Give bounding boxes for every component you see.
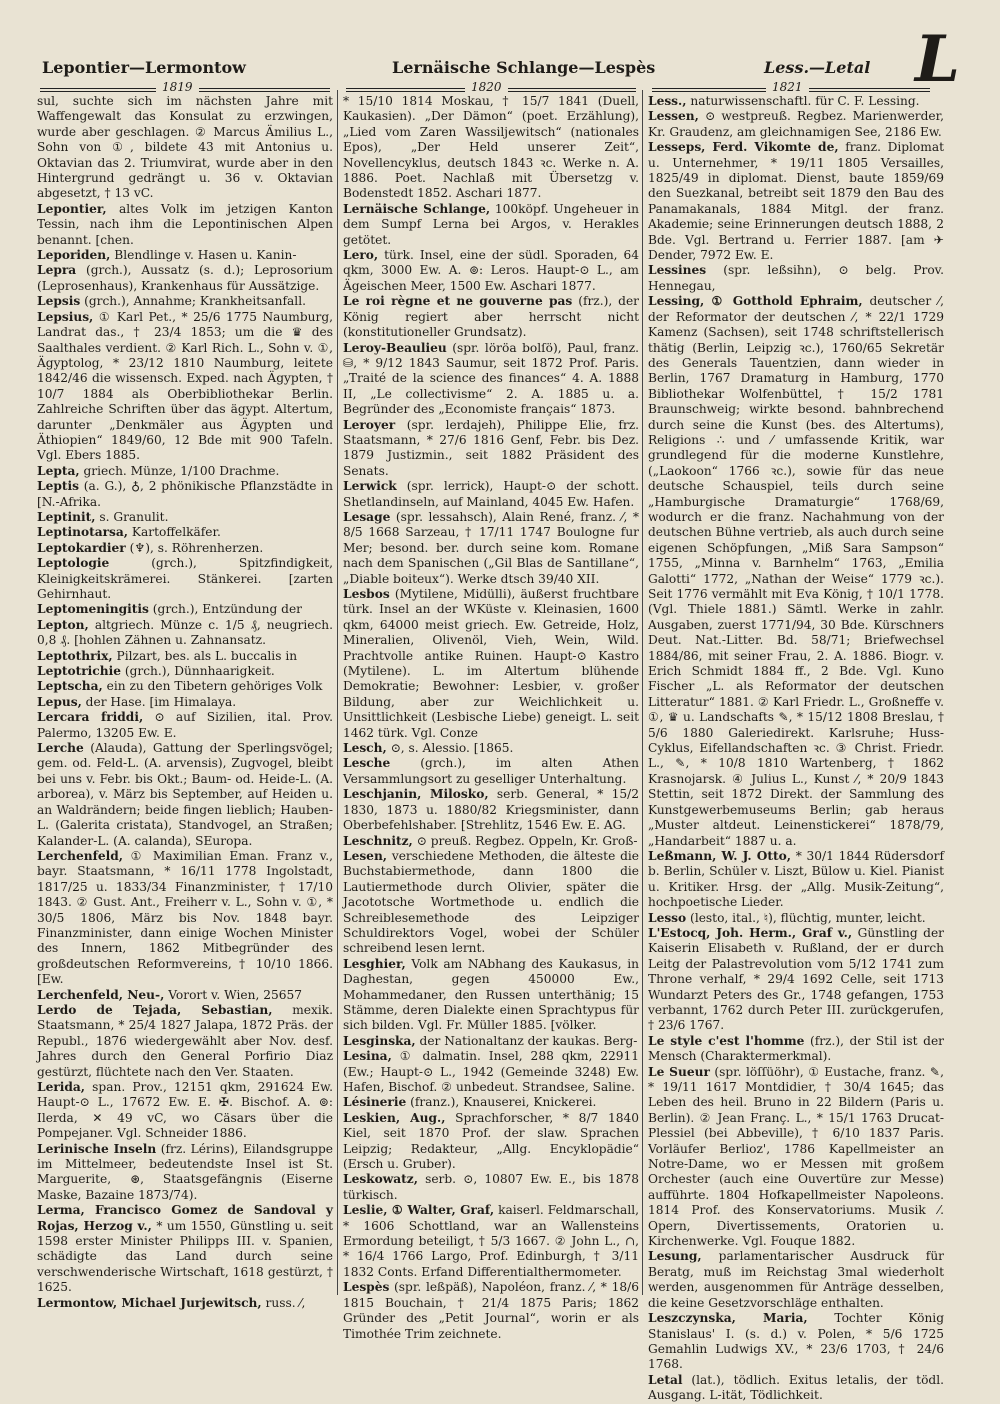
entry-text: parlamentarischer Ausdruck für Beratg, muß im Reichstag 3mal wiederholt werden, ausgenommen für Anträge desselben, die keine Gesetzvorschläge enthalten. <box>648 1249 944 1310</box>
dictionary-entry <box>37 710 333 741</box>
entry-headword: Leslie, ① Walter, Graf, <box>343 1203 495 1218</box>
dictionary-entry <box>37 664 333 679</box>
entry-headword: Lesen, <box>343 848 388 863</box>
entry-headword: Leptomeningitis <box>37 602 149 617</box>
entry-text: mexik. Staatsmann, * 25/4 1827 Jalapa, 1872 Präs. der Republ., 1876 wiedergewählt aber Nov. desf. Jahres durch den General Porfirio Diaz gestürzt, flüchtete nach den Ver. Staaten. <box>37 1002 333 1079</box>
entry-headword: Le Sueur <box>648 1064 710 1079</box>
dictionary-entry <box>37 695 333 710</box>
dictionary-entry <box>343 94 639 202</box>
entry-text: (lesto, ital., ♮), flüchtig, munter, leicht. <box>686 910 926 925</box>
entry-headword: Lepra <box>37 263 77 278</box>
entry-headword: Lesbos <box>343 587 390 601</box>
entry-text: Kartoffelkäfer. <box>128 525 221 540</box>
entry-headword: Lespès <box>343 1280 390 1295</box>
entry-headword: Lesina, <box>343 1049 392 1064</box>
entry-text: (franz.), Knauserei, Knickerei. <box>406 1095 597 1110</box>
dictionary-entry <box>37 202 333 248</box>
entry-text: (grch.), Spitzfindigkeit, Kleinigkeitskrämerei. Stänkerei. [zarten Gehirnhaut. <box>37 556 333 601</box>
dictionary-entry <box>37 479 333 510</box>
dictionary-entry <box>37 556 333 602</box>
entry-headword: Leptotrichie <box>37 664 121 679</box>
entry-headword: Lerwick <box>343 479 397 494</box>
entry-text: deutscher ⁄, der Reformator der deutschen ⁄, * 22/1 1729 Kamenz (Sachsen), seit 1748 schriftstellerisch thätig (Berlin, Leipzig ꝛc.), 1760/65 Sekretär des Generals Tauentzien, dann wieder in Berlin, 1767 Dramaturg in Hamburg, 1770 Bibliothekar Wolfenbüttel, † 15/2 1781 Braunschweig; wirkte besond. bahnbrechend durch seine die Kunst (bes. des Altertums), Religions ∴ und ⁄ umfassende Kritik, war grundlegend für die moderne Kunstlehre, („Laokoon“ 1766 ꝛc.), sowie für das neue deutsche Schauspiel, teils durch seine „Hamburgische Dramaturgie“ 1768/69, wodurch er die franz. Nachahmung von der deutschen Bühne vertrieb, als auch durch seine eigenen Schöpfungen, „Miß Sara Sampson“ 1755, „Minna v. Barnhelm“ 1763, „Emilia Galotti“ 1772, „Nathan der Weise“ 1779 ꝛc.). Seit 1776 vermählt mit Eva König, † 10/1 1778. (Vgl. Thiele 1881.) Sämtl. Werke in zahlr. Ausgaben, zuerst 1771/94, 30 Bde. Kürschners Deut. Nat.-Litter. Bd. 58/71; Briefwechsel 1884/86, mit seiner Frau, 2. A. 1886. Biogr. v. Erich Schmidt 1884 ff., 2 Bde. Vgl. Kuno Fischer „L. als Reformator der deutschen Litteratur“ 1881. ② Karl Friedr. L., Großneffe v. ①, ♛ u. Landschafts ✎, * 15/12 1808 Breslau, † 5/6 1880 Galeriedirekt. Karlsruhe; Huss-Cyklus, Eifellandschaften ꝛc. ③ Christ. Friedr. L., ✎, * 10/8 1810 Wartenberg, † 1862 Krasnojarsk. ④ Julius L., Kunst ⁄, * 20/9 1843 Stettin, seit 1872 Direkt. der Sammlung des Kunstgewerbemuseums Berlin; gab heraus „Muster altdeut. Leinenstickerei“ 1878/79, „Handarbeit“ 1887 u. a. <box>648 294 944 848</box>
entry-headword: Lerchenfeld, Neu-, <box>37 987 165 1002</box>
entry-headword: Leptothrix, <box>37 648 113 663</box>
dictionary-entry <box>343 1280 639 1342</box>
entry-text: (frz. Lérins), Eilandsgruppe im Mittelmeer, bedeutendste Insel ist St. Marguerite, ⊛, Staatsgefängnis (Eiserne Maske, Bazaine 1873/74). <box>37 1141 333 1202</box>
entry-headword: Leschjanin, Milosko, <box>343 787 489 802</box>
entry-headword: Lessen, <box>648 109 699 124</box>
entry-text: (spr. löröa bolſö), Paul, franz. ⛁, * 9/12 1843 Saumur, seit 1872 Prof. Paris. „Traité de la science des finances“ 4. A. 1888 II, „Le collectivisme“ 2. A. 1885 u. a. Begründer des „Economiste français“ 1873. <box>343 340 639 417</box>
dictionary-entry <box>648 1065 944 1250</box>
entry-headword: Lepta, <box>37 463 80 478</box>
entry-text: altgriech. Münze c. 1/5 ₰, neugriech. 0,8 ₰. [hohlen Zähnen u. Zahnansatz. <box>37 617 333 648</box>
dictionary-entry <box>343 294 639 340</box>
entry-text: russ. ⁄, <box>261 1295 306 1310</box>
entry-headword: Leptscha, <box>37 679 103 694</box>
dictionary-entry <box>648 1249 944 1311</box>
entry-text: ① Karl Pet., * 25/6 1775 Naumburg, Landrat das., † 23/4 1853; um die ♛ des Saalthales verdient. ② Karl Rich. L., Sohn v. ①, Ägyptolog, * 23/12 1810 Naumburg, leitete 1842/46 die wissensch. Exped. nach Ägypten, † 10/7 1884 als Oberbibliothekar Berlin. Zahlreiche Schriften über das ägypt. Altertum, darunter „Denkmäler aus Ägypten und Äthiopien“ 1849/60, 12 Bde mit 900 Tafeln. Vgl. Ebers 1885. <box>37 309 333 463</box>
dictionary-entry <box>343 341 639 418</box>
dictionary-entry <box>648 109 944 140</box>
entry-headword: Leptinotarsa, <box>37 525 129 540</box>
entry-headword: Leszczynska, Maria, <box>648 1311 808 1326</box>
entry-text: Günstling der Kaiserin Elisabeth v. Rußland, der er durch Leitg der Palastrevolution vom 5/12 1741 zum Throne verhalf, * 29/4 1692 Celle, seit 1713 Wundarzt Peters des Gr., 1748 gefangen, 1753 verbannt, 1762 durch Peter III. zurückgerufen, † 23/6 1767. <box>648 925 945 1033</box>
dictionary-entry <box>37 1296 333 1311</box>
entry-headword: Lernäische Schlange, <box>343 201 491 216</box>
dictionary-entry <box>343 202 639 248</box>
entry-headword: Lesung, <box>648 1249 702 1264</box>
entry-text: (grch.), Annahme; Krankheitsanfall. <box>80 294 306 309</box>
entry-text: (spr. lerdajeh), Philippe Elie, frz. Staatsmann, * 27/6 1816 Genf, Febr. bis Dez. 1879 Justizmin., seit 1882 Präsident des Senats. <box>343 417 639 478</box>
entry-text: ⊙, s. Alessio. [1865. <box>386 741 514 756</box>
dictionary-entry <box>37 602 333 617</box>
entry-text: Sprachforscher, * 8/7 1840 Kiel, seit 1870 Prof. der slaw. Sprachen Leipzig; Redakteur, „Allg. Encyklopädie“ (Ersch u. Gruber). <box>343 1110 639 1172</box>
entry-text: (Mytilene, Midülli), äußerst fruchtbare türk. Insel an der WKüste v. Kleinasien, 1600 qkm, 64000 meist griech. Ew. Getreide, Holz, Mineralien, Olivenöl, Vieh, Wein, Wild. Prachtvolle antike Ruinen. Haupt-⊙ Kastro (Mytilene). L. im Altertum blühende Demokratie; Bewohner: Lesbier, v. großer Bildung, aber zur Weichlichkeit u. Unsittlichkeit (Lesbische Liebe) geneigt. L. seit 1462 türk. Vgl. Conze <box>343 587 639 740</box>
dictionary-entry <box>37 310 333 464</box>
dictionary-entry <box>648 263 944 294</box>
dictionary-entry <box>343 741 639 756</box>
entry-text: ein zu den Tibetern gehöriges Volk <box>102 679 323 694</box>
dictionary-entry <box>37 94 333 202</box>
entry-headword: L'Estocq, Joh. Herm., Graf v., <box>648 925 853 940</box>
entry-headword: Leskowatz, <box>343 1172 418 1187</box>
right-running-head: Less.—Letal <box>764 58 871 77</box>
dictionary-entry <box>343 510 639 587</box>
entry-headword: Leskien, Aug., <box>343 1110 446 1125</box>
entry-text: ⊙ auf Sizilien, ital. Prov. Palermo, 13205 Ew. E. <box>37 710 334 740</box>
entry-text: Vorort v. Wien, 25657 <box>164 987 302 1002</box>
dictionary-entry <box>648 294 944 849</box>
entry-headword: Lesginska, <box>343 1033 416 1048</box>
text-column-2 <box>343 94 639 1341</box>
entry-headword: Leptologie <box>37 556 110 571</box>
entry-headword: Leporiden, <box>37 248 111 263</box>
entry-text: der Nationaltanz der kaukas. Berg- <box>415 1033 638 1048</box>
text-column-3 <box>648 94 945 1403</box>
entry-text: (grch.), Aussatz (s. d.); Leprosorium (Leprosenhaus), Krankenhaus für Aussätzige. <box>37 263 333 293</box>
dictionary-entry <box>37 541 333 556</box>
entry-headword: Leptis <box>37 479 79 494</box>
entry-text: (grch.), Dünnhaarigkeit. <box>120 664 275 679</box>
entry-text: * 30/1 1844 Rüdersdorf b. Berlin, Schüler v. Liszt, Bülow u. Kiel. Pianist u. Kritiker. Hrsg. der „Allg. Musik-Zeitung“, hochpoetische Lieder. <box>648 848 944 910</box>
entry-text: (frz.), der König regiert aber herrscht nicht (konstitutioneller Grundsatz). <box>343 294 639 340</box>
entry-headword: Lepus, <box>37 694 82 709</box>
dictionary-entry <box>37 679 333 694</box>
entry-headword: Lesage <box>343 509 391 524</box>
entry-text: ① dalmatin. Insel, 288 qkm, 22911 (Ew.; Haupt-⊙ L., 1942 (Gemeinde 3248) Ew. Hafen, Bischof. ② unbedeut. Strandsee, Saline. <box>343 1049 639 1094</box>
dictionary-entry <box>343 1172 639 1203</box>
entry-headword: Lepontier, <box>37 201 107 216</box>
entry-headword: Letal <box>648 1372 683 1387</box>
dictionary-entry <box>343 756 639 787</box>
entry-text: Volk am NAbhang des Kaukasus, in Daghestan, gegen 450000 Ew., Mohammedaner, den Russen unterthänig; 15 Stämme, deren Dialekte einen Sprachtypus für sich bilden. Vgl. Fr. Müller 1885. [völker. <box>343 956 639 1033</box>
dictionary-entry <box>37 1003 333 1080</box>
dictionary-entry <box>343 479 639 510</box>
entry-text: * 15/10 1814 Moskau, † 15/7 1841 (Duell, Kaukasien). „Der Dämon“ (poet. Erzählung), „Lied vom Zaren Wassiljewitsch“ (nationales Epos), „Der Held unserer Zeit“, Novellencyklus, deutsch 1843 ꝛc. Werke n. A. 1886. Poet. Nachlaß mit Übersetzg v. Bodenstedt 1852. Aschari 1877. <box>343 94 639 201</box>
entry-headword: Leptokardier <box>37 540 126 555</box>
entry-text: Pilzart, bes. als L. buccalis in <box>112 648 298 663</box>
entry-text: (frz.), der Stil ist der Mensch (Charaktermerkmal). <box>648 1033 944 1064</box>
entry-text: (grch.), Entzündung der <box>148 602 302 617</box>
entry-headword: Le style c'est l'homme <box>648 1033 805 1048</box>
dictionary-entry <box>37 988 333 1003</box>
entry-headword: Lessing, ① Gotthold Ephraim, <box>648 294 863 309</box>
dictionary-entry <box>37 464 333 479</box>
entry-headword: Lero, <box>343 248 379 263</box>
entry-headword: Leroyer <box>343 417 396 432</box>
dictionary-entry <box>648 911 944 926</box>
entry-text: altes Volk im jetzigen Kanton Tessin, nach ihm die Lepontinischen Alpen benannt. [chen. <box>37 201 333 247</box>
entry-text: (lat.), tödlich. Exitus letalis, der tödl. Ausgang. L-ität, Tödlichkeit. <box>648 1372 944 1403</box>
entry-text: * um 1550, Günstling u. seit 1598 erster Minister Philipps III. v. Spanien, schädigte das Land durch seine verschwenderische Wirtschaft, 1618 gestürzt, † 1625. <box>37 1218 333 1295</box>
entry-text: 100köpf. Ungeheuer in dem Sumpf Lerna bei Argos, v. Herakles getötet. <box>343 201 639 247</box>
entry-headword: Lesch, <box>343 741 387 756</box>
center-running-head: Lernäische Schlange—Lespès <box>392 58 656 77</box>
dictionary-entry <box>343 849 639 957</box>
dictionary-entry <box>648 1034 944 1065</box>
entry-text: serb. General, * 15/2 1830, 1873 u. 1880/82 Kriegsminister, dann Oberbefehlshaber. [Strehlitz, 1546 Ew. E. AG. <box>343 787 639 833</box>
entry-headword: Less., <box>648 94 687 108</box>
text-column-1 <box>37 94 334 1310</box>
entry-headword: Lesso <box>648 910 687 925</box>
left-running-head: Lepontier—Lermontow <box>42 58 246 77</box>
column-number-1: 1819 <box>156 80 199 94</box>
section-letter: L <box>915 22 960 97</box>
entry-text: franz. Diplomat u. Unternehmer, * 19/11 1805 Versailles, 1825/49 in diplomat. Dienst, baute 1859/69 den Suezkanal, betreibt seit 1879 den Bau des Panamakanals, 1884 Mitgl. der franz. Akademie; seine Erinnerungen deutsch 1888, 2 Bde. Vgl. Bertrand u. Ferrier 1887. [am ✈ Dender, 7972 Ew. E. <box>648 140 944 263</box>
dictionary-entry <box>37 294 333 309</box>
entry-headword: Lepsius, <box>37 309 94 324</box>
dictionary-entry <box>37 263 333 294</box>
entry-headword: Leßmann, W. J. Otto, <box>648 848 791 863</box>
dictionary-entry <box>648 926 944 1034</box>
entry-text: (♆), s. Röhrenherzen. <box>125 540 264 555</box>
entry-headword: Lesghier, <box>343 956 406 971</box>
column-divider <box>337 90 338 1295</box>
dictionary-entry <box>37 248 333 263</box>
dictionary-entry <box>343 834 639 849</box>
entry-text: der Hase. [im Himalaya. <box>81 694 237 709</box>
dictionary-entry <box>37 510 333 525</box>
entry-headword: Leptinit, <box>37 509 96 524</box>
entry-headword: Lepsis <box>37 294 81 309</box>
dictionary-entry <box>343 1111 639 1173</box>
dictionary-entry <box>343 587 639 741</box>
dictionary-entry <box>37 849 333 988</box>
entry-headword: Leschnitz, <box>343 833 413 848</box>
dictionary-entry <box>37 1203 333 1295</box>
dictionary-entry <box>37 1080 333 1142</box>
dictionary-entry <box>343 787 639 833</box>
entry-headword: Lerdo de Tejada, Sebastian, <box>37 1002 273 1017</box>
entry-text: (spr. lessahsch), Alain René, franz. ⁄, * 8/5 1668 Sarzeau, † 17/11 1747 Boulogne fur Mer; besond. ber. durch seine kom. Romane nach dem Spanischen („Gil Blas de Santillane“, „Diable boiteux“). Werke dtsch 39/40 XII. <box>343 509 639 586</box>
entry-headword: Lepton, <box>37 617 89 632</box>
entry-text: serb. ⊙, 10807 Ew. E., bis 1878 türkisch. <box>343 1172 639 1202</box>
entry-text: (spr. leßsihn), ⊙ belg. Prov. Hennegau, <box>648 263 944 293</box>
entry-text: (spr. lerrick), Haupt-⊙ der schott. Shetlandinseln, auf Mainland, 4045 Ew. Hafen. <box>343 479 639 509</box>
dictionary-entry <box>37 741 333 849</box>
entry-text: Tochter König Stanislaus' I. (s. d.) v. Polen, * 5/6 1725 Gemahlin Ludwigs XV., * 23/6 1703, † 24/6 1768. <box>648 1311 944 1372</box>
dictionary-entry <box>343 248 639 294</box>
dictionary-entry <box>343 418 639 480</box>
entry-headword: Le roi règne et ne gouverne pas <box>343 294 573 309</box>
entry-text: verschiedene Methoden, die älteste die Buchstabiermethode, dann 1800 die Lautiermethode durch Olivier, später die Jacototsche Wortmethode u. endlich die Schreiblesemethode des Leipziger Schuldirektors Vogel, wobei der Schüler schreibend lesen lernt. <box>343 848 639 956</box>
entry-text: (spr. leßpäß), Napoléon, franz. ⁄, * 18/6 1815 Bouchain, † 21/4 1875 Paris; 1862 Gründer des „Petit Journal“, worin er als Timothée Trim zeichnete. <box>343 1280 639 1341</box>
dictionary-entry <box>343 1049 639 1095</box>
entry-headword: Lerida, <box>37 1080 86 1094</box>
entry-headword: Lerchenfeld, <box>37 848 124 863</box>
entry-text: s. Granulit. <box>95 509 169 524</box>
column-number-3: 1821 <box>766 80 809 94</box>
column-divider <box>642 90 643 1295</box>
entry-headword: Lesche <box>343 756 391 771</box>
entry-text: naturwissenschaftl. für C. F. Lessing. <box>686 94 920 108</box>
dictionary-entry <box>37 618 333 649</box>
entry-text: (a. G.), ♁, 2 phönikische Pflanzstädte in [N.-Afrika. <box>37 479 333 509</box>
entry-text: kaiserl. Feldmarschall, * 1606 Schottland, war an Wallensteins Ermordung beteiligt, † 5/3 1667. ② John L., ∩, * 16/4 1766 Largo, Prof. Edinburgh, † 3/11 1832 Conts. Erfand Differentialthermometer. <box>343 1203 639 1279</box>
entry-text: (spr. löſſüöhr), ① Eustache, franz. ✎, * 19/11 1617 Montdidier, † 30/4 1645; das Leben des heil. Bruno in 22 Bildern (Paris u. Berlin). ② Jean Franç. L., * 15/1 1763 Drucat-Plessiel (bei Abbeville), † 6/10 1837 Paris. Vorläufer Berlioz', 1786 Kapellmeister an Notre-Dame, wo er Messen mit großem Orchester (auch eine Ouvertüre zur Messe) aufführte. 1804 Hofkapellmeister Napoleons. 1814 Prof. des Konservatoriums. Musik ⁄. Opern, Divertissements, Oratorien u. Kirchenwerke. Vgl. Fouque 1882. <box>648 1064 944 1249</box>
dictionary-entry <box>648 94 944 109</box>
entry-headword: Leroy-Beaulieu <box>343 340 447 355</box>
dictionary-entry <box>648 140 944 263</box>
entry-headword: Lerma, Francisco Gomez de Sandoval y Rojas, Herzog v., <box>37 1203 333 1233</box>
dictionary-entry <box>648 1373 944 1404</box>
entry-headword: Lercara friddi, <box>37 710 144 725</box>
entry-text: ① Maximilian Eman. Franz v., bayr. Staatsmann, * 16/11 1778 Ingolstadt, 1817/25 u. 1833/34 Finanzminister, † 17/10 1843. ② Gust. Ant., Freiherr v. L., Sohn v. ①, * 30/5 1806, März bis Nov. 1848 bayr. Finanzminister, dann einige Wochen Minister des Innern, 1862 Mitbegründer des großdeutschen Reformvereins, † 10/10 1866. [Ew. <box>37 848 333 987</box>
entry-headword: Lésinerie <box>343 1095 407 1110</box>
entry-headword: Lerche <box>37 741 84 756</box>
header-rules <box>40 82 930 94</box>
dictionary-entry <box>343 957 639 1034</box>
entry-text: (Alauda), Gattung der Sperlingsvögel; gem. od. Feld-L. (A. arvensis), Zugvogel, bleibt bei uns v. Febr. bis Okt.; Baum- od. Heide-L. (A. arborea), v. März bis September, auf Heiden u. an Waldrändern; beide fingen lieblich; Hauben-L. (Galerita cristata), Standvogel, an Straßen; Kalander-L. (A. calanda), SEuropa. <box>37 741 333 848</box>
dictionary-entry <box>343 1095 639 1110</box>
column-number-2: 1820 <box>465 80 508 94</box>
entry-text: (grch.), im alten Athen Versammlungsort zu geselliger Unterhaltung. <box>343 756 639 786</box>
entry-text: türk. Insel, eine der südl. Sporaden, 64 qkm, 3000 Ew. A. ⊚: Leros. Haupt-⊙ L., am Ägeischen Meer, 1500 Ew. Aschari 1877. <box>343 248 639 293</box>
entry-text: ⊙ westpreuß. Regbez. Marienwerder, Kr. Graudenz, am gleichnamigen See, 2186 Ew. <box>648 109 944 139</box>
dictionary-entry <box>343 1034 639 1049</box>
entry-text: ⊙ preuß. Regbez. Oppeln, Kr. Groß- <box>412 833 638 848</box>
dictionary-entry <box>37 649 333 664</box>
dictionary-entry <box>648 1311 944 1373</box>
dictionary-entry <box>343 1203 639 1280</box>
entry-text: griech. Münze, 1/100 Drachme. <box>79 463 280 478</box>
entry-headword: Lerinische Inseln <box>37 1141 157 1156</box>
entry-headword: Lesseps, Ferd. Vikomte de, <box>648 140 839 155</box>
dictionary-entry <box>37 1142 333 1204</box>
entry-headword: Lermontow, Michael Jurjewitsch, <box>37 1295 262 1310</box>
dictionary-entry <box>648 849 944 911</box>
entry-text: span. Prov., 12151 qkm, 291624 Ew. Haupt-⊙ L., 17672 Ew. E. ✠. Bischof. A. ⊚: Ilerda, ✕ 49 vC, wo Cäsars über die Pompejaner. Vgl. Schneider 1886. <box>37 1080 333 1141</box>
entry-headword: Lessines <box>648 263 707 278</box>
entry-text: sul, suchte sich im nächsten Jahre mit Waffengewalt das Konsulat zu erzwingen, wurde aber geschlagen. ② Marcus Ämilius L., Sohn von ①, bildete 43 mit Antonius u. Oktavian das 2. Triumvirat, wurde aber in den Hintergrund gedrängt u. 36 v. Oktavian abgesetzt, † 13 vC. <box>37 94 333 201</box>
entry-text: Blendlinge v. Hasen u. Kanin- <box>110 248 297 263</box>
dictionary-entry <box>37 525 333 540</box>
